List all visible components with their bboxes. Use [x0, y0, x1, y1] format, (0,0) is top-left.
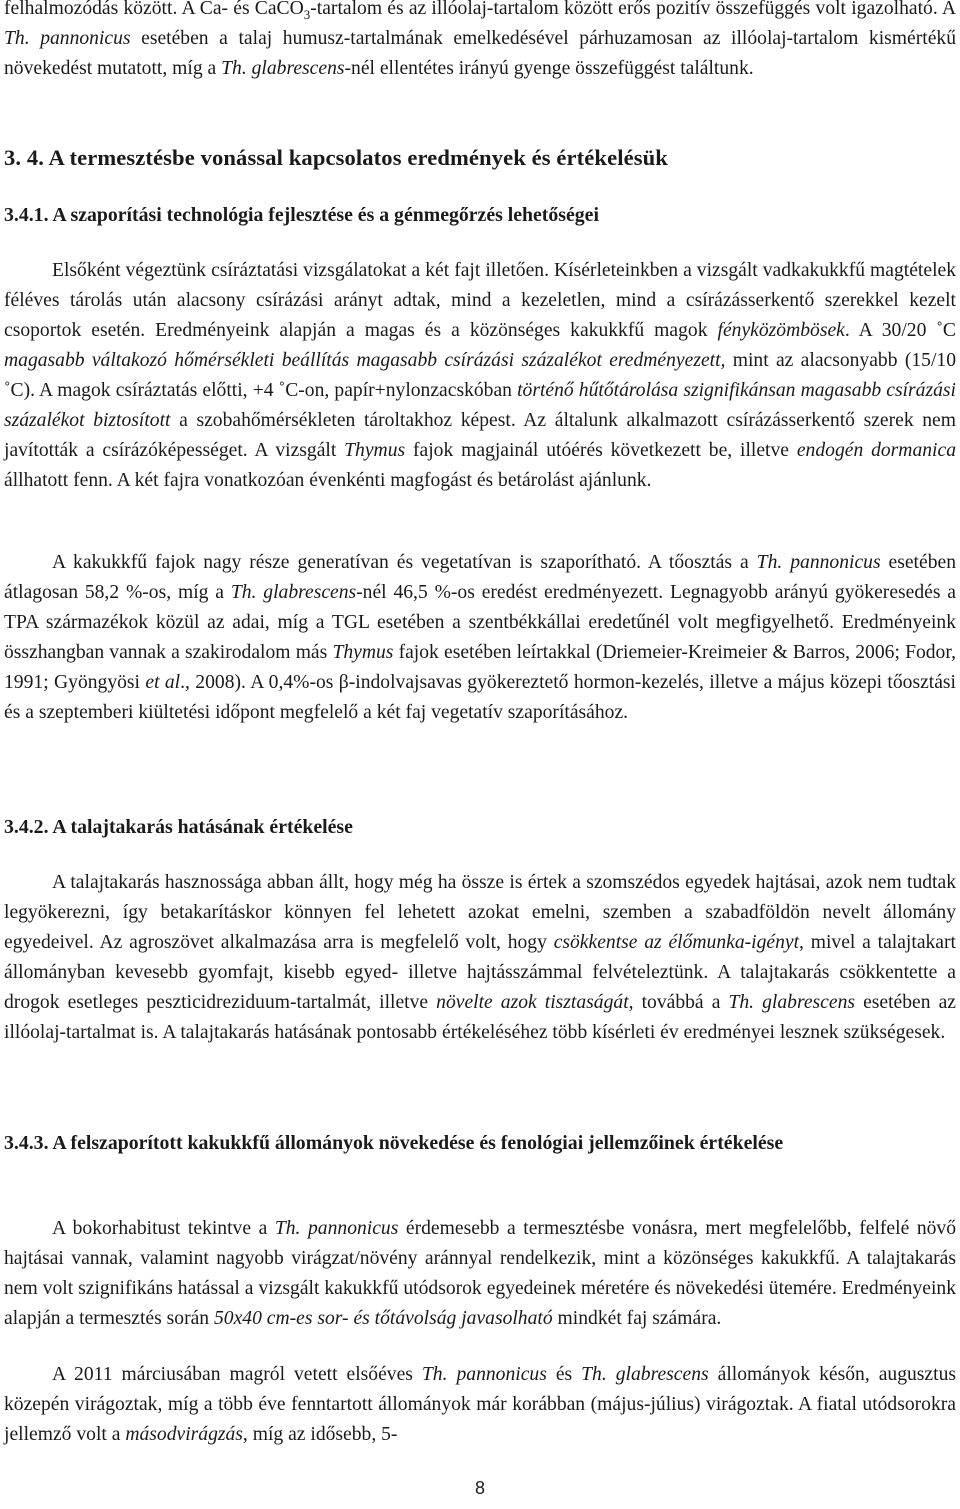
paragraph-flowering: A 2011 márciusában magról vetett elsőéves Th. pannonicus és Th. glabrescens állományok későn, augusztus közepén virágoztak, míg a több éve fenntartott állományok már korábban (május-július) virágoztak. A fiatal utódsorokra jellemző volt a másodvirágzás, míg az idősebb, 5- [4, 1364, 956, 1445]
section-heading-3-4-3: 3.4.3. A felszaporított kakukkfű állományok növekedése és fenológiai jellemzőinek értékelése [4, 1132, 784, 1154]
paragraph-mulching: A talajtakarás hasznossága abban állt, hogy még ha össze is értek a szomszédos egyedek hajtásai, azok nem tudtak legyökerezni, így betakarításkor könnyen fel lehetett azokat emelni, szemben a szabadföldön nevelt állomány egyedeivel. Az agroszövet alkalmazása arra is megfelelő volt, hogy csökkentse az élőmunka-igényt, mivel a talajtakart állományban kevesebb gyomfajt, kisebb egyed- illetve hajtásszámmal felvételeztünk. A talajtakarás csökkentette a drogok esetleges peszticidreziduum-tartalmát, illetve növelte azok tisztaságát, továbbá a Th. glabrescens esetében az illóolaj-tartalmat is. A talajtakarás hatásának pontosabb értékeléséhez több kísérleti év eredményei lesznek szükségesek. [4, 872, 956, 1043]
paragraph-growth: A bokorhabitust tekintve a Th. pannonicus érdemesebb a termesztésbe vonásra, mert megfelelőbb, felfelé növő hajtásai vannak, valamint nagyobb virágzat/növény aránnyal rendelkezik, mint a közönséges kakukkfű. A talajtakarás nem volt szignifikáns hatással a vizsgált kakukkfű utódsorok egyedeinek méretére és növekedési ütemére. Eredményeink alapján a termesztés során 50x40 cm-es sor- és tőtávolság javasolható mindkét faj számára. [4, 1218, 957, 1329]
paragraph-soil-correlation: felhalmozódás között. A Ca- és CaCO$_3$-tartalom és az illóolaj-tartalom között erős pozitív összefüggés volt igazolható. A Th. pannonicus esetében a talaj humusz-tartalmának emelkedésével párhuzamosan az illóolaj-tartalom kismértékű növekedést mutatott, míg a Th. glabrescens-nél ellentétes irányú gyenge összefüggést találtunk. [4, 0, 956, 79]
paragraph-vegetative-propagation: A kakukkfű fajok nagy része generatívan és vegetatívan is szaporítható. A tőosztás a Th. pannonicus esetében átlagosan 58,2 %-os, míg a Th. glabrescens-nél 46,5 %-os eredést eredményezett. Legnagyobb arányú gyökeresedés a TPA származékok közül az adai, míg a TGL esetében a szentbékkállai eredetűnél volt megfigyelhető. Eredményeink összhangban vannak a szakirodalom más Thymus fajok esetében leírtakkal (Driemeier-Kreimeier & Barros, 2006; Fodor, 1991; Gyöngyösi et al., 2008). A 0,4%-os β-indolvajsavas gyökereztető hormon-kezelés, illetve a május közepi tőosztási és a szeptemberi kiültetési időpont megfelelő a két faj vegetatív szaporításához. [4, 552, 956, 723]
section-heading-3-4-2: 3.4.2. A talajtakarás hatásának értékelése [4, 816, 353, 838]
section-heading-3-4: 3. 4. A termesztésbe vonással kapcsolatos eredmények és értékelésük [4, 145, 668, 170]
paragraph-germination: Elsőként végeztünk csíráztatási vizsgálatokat a két fajt illetően. Kísérleteinkben a vizsgált vadkakukkfű magtételek féléves tárolás után alacsony csírázási arányt adtak, mind a kezeletlen, mind a csírázásserkentő szerekkel kezelt csoportok esetén. Eredményeink alapján a magas és a közönséges kakukkfű magok fényközömbösek. A 30/20 ˚C magasabb váltakozó hőmérsékleti beállítás magasabb csírázási százalékot eredményezett, mint az alacsonyabb (15/10 ˚C). A magok csíráztatás előtti, +4 ˚C-on, papír+nylonzacskóban történő hűtőtárolása szignifikánsan magasabb csírázási százalékot biztosított a szobahőmérsékleten tároltakhoz képest. Az általunk alkalmazott csírázásserkentő szerek nem javították a csírázóképességet. A vizsgált Thymus fajok magjainál utóérés következett be, illetve endogén dormanica állhatott fenn. A két fajra vonatkozóan évenkénti magfogást és betárolást ajánlunk. [4, 260, 957, 491]
page-number: 8 [474, 1478, 485, 1498]
section-heading-3-4-1: 3.4.1. A szaporítási technológia fejlesztése és a génmegőrzés lehetőségei [4, 204, 599, 226]
